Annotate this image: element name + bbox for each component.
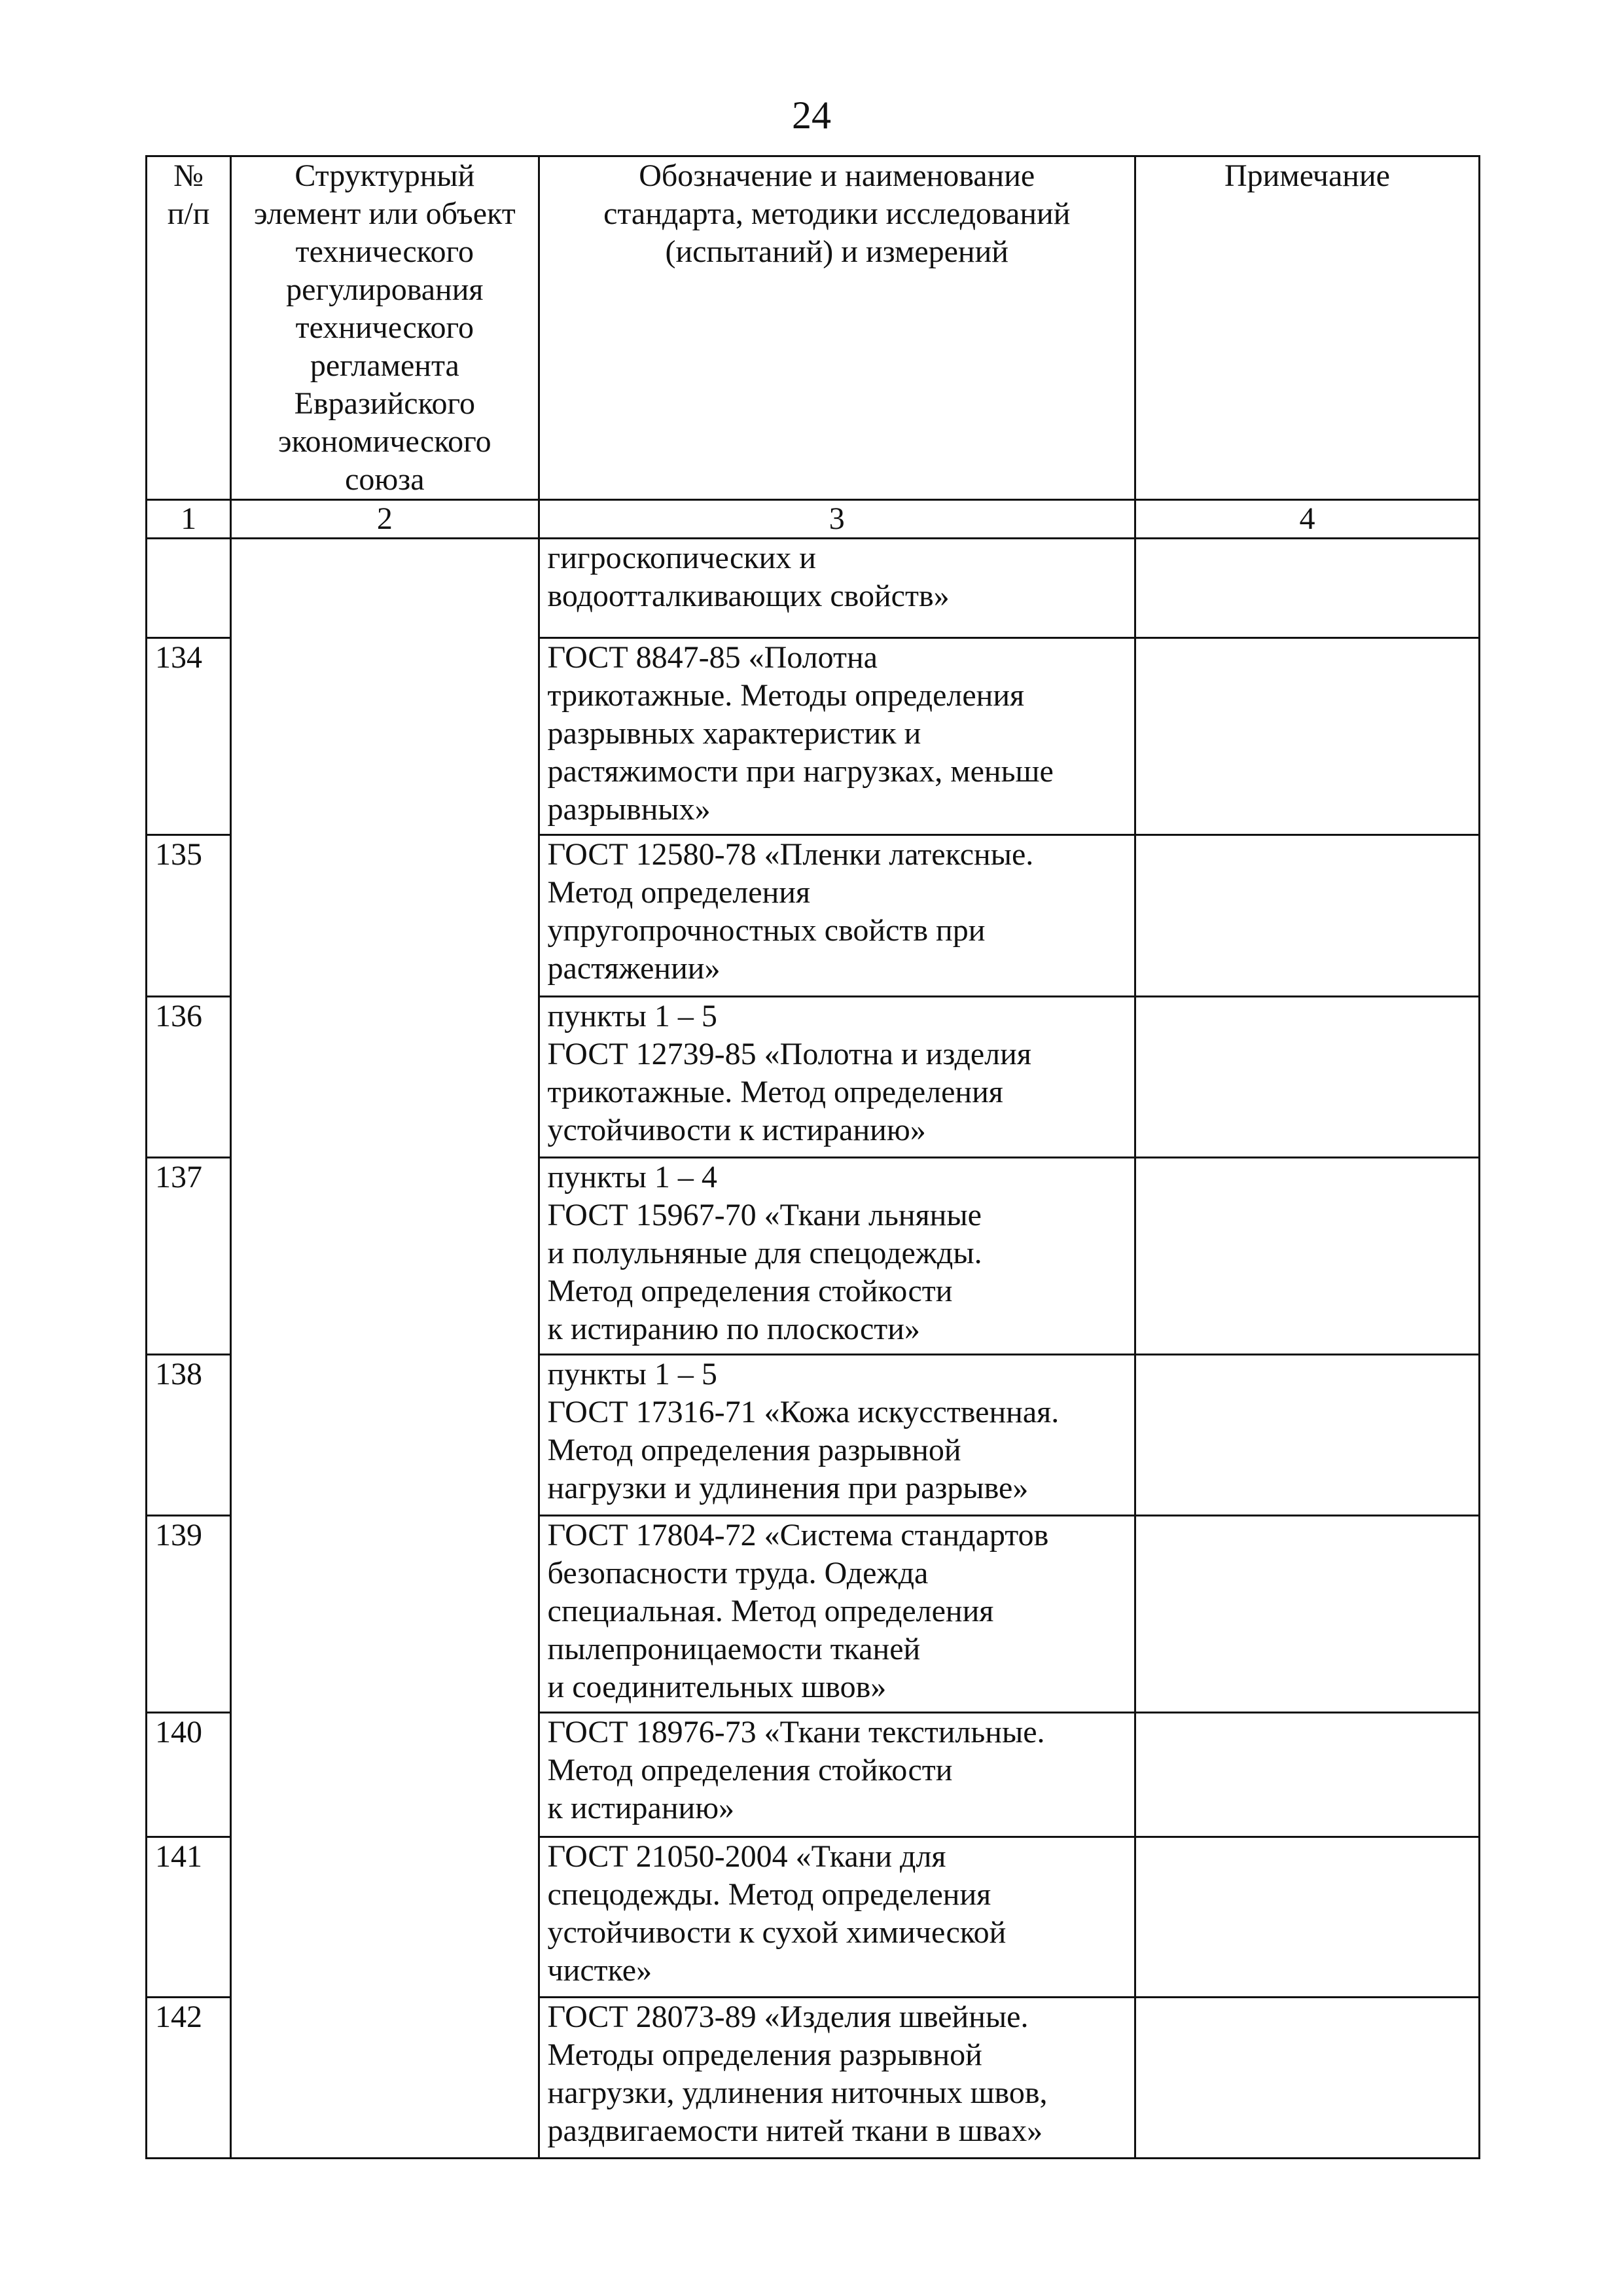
header-line: стандарта, методики исследований <box>603 196 1071 231</box>
standard-cell <box>539 997 1135 1158</box>
standard-cell <box>539 1713 1135 1837</box>
standard-line: безопасности труда. Одежда <box>547 1556 929 1590</box>
header-standard <box>539 156 1135 500</box>
header-line: Евразийского <box>294 386 475 421</box>
header-line: (испытаний) и измерений <box>665 234 1008 269</box>
standard-line: пылепроницаемости тканей <box>547 1632 921 1666</box>
row-number: 136 <box>147 997 231 1158</box>
row-number: 138 <box>147 1355 231 1516</box>
standard-line: устойчивости к сухой химической <box>547 1915 1007 1950</box>
header-line: элемент или объект <box>253 196 516 231</box>
standard-line: ГОСТ 18976-73 «Ткани текстильные. <box>547 1715 1045 1749</box>
row-number: 142 <box>147 1998 231 2159</box>
header-line: Примечание <box>1224 158 1390 193</box>
standard-line: раздвигаемости нитей ткани в швах» <box>547 2113 1043 2148</box>
note-cell <box>1135 638 1479 835</box>
page-number: 24 <box>792 94 831 137</box>
standard-line: устойчивости к истиранию» <box>547 1113 926 1147</box>
standard-line: Метод определения <box>547 875 811 910</box>
standard-line: Метод определения стойкости <box>547 1753 953 1787</box>
note-cell <box>1135 539 1479 638</box>
header-note <box>1135 156 1479 500</box>
table-body <box>147 539 1480 2159</box>
table-row <box>147 539 1480 638</box>
standard-line: ГОСТ 15967-70 «Ткани льняные <box>547 1198 982 1232</box>
standard-line: специальная. Метод определения <box>547 1594 994 1628</box>
column-number: 2 <box>231 500 539 539</box>
standard-line: разрывных» <box>547 792 711 827</box>
standard-line: пункты 1 – 5 <box>547 999 717 1033</box>
standard-line: разрывных характеристик и <box>547 716 921 751</box>
row-number: 139 <box>147 1516 231 1713</box>
header-line: Структурный <box>294 158 475 193</box>
standard-cell <box>539 835 1135 997</box>
standard-line: спецодежды. Метод определения <box>547 1877 991 1912</box>
standard-cell <box>539 638 1135 835</box>
standard-cell <box>539 1158 1135 1355</box>
standard-line: и соединительных швов» <box>547 1670 887 1704</box>
row-number: 140 <box>147 1713 231 1837</box>
standard-line: к истиранию» <box>547 1791 735 1825</box>
header-line: Обозначение и наименование <box>639 158 1035 193</box>
standards-table <box>145 155 1480 2159</box>
structural-element-cell <box>231 539 539 2159</box>
standard-line: гигроскопических и <box>547 541 816 575</box>
note-cell <box>1135 997 1479 1158</box>
standard-line: растяжении» <box>547 951 721 986</box>
column-number: 3 <box>539 500 1135 539</box>
note-cell <box>1135 835 1479 997</box>
note-cell <box>1135 1516 1479 1713</box>
header-line: технического <box>295 234 474 269</box>
row-number <box>147 539 231 638</box>
standard-line: ГОСТ 28073-89 «Изделия швейные. <box>547 2000 1029 2034</box>
header-line: п/п <box>167 196 210 231</box>
note-cell <box>1135 1158 1479 1355</box>
standard-line: чистке» <box>547 1953 652 1988</box>
standard-cell <box>539 539 1135 638</box>
standard-line: ГОСТ 8847-85 «Полотна <box>547 640 878 675</box>
standard-cell <box>539 1516 1135 1713</box>
standard-line: пункты 1 – 5 <box>547 1357 717 1391</box>
header-number <box>147 156 231 500</box>
standard-line: упругопрочностных свойств при <box>547 913 986 948</box>
standard-line: ГОСТ 17804-72 «Система стандартов <box>547 1518 1049 1552</box>
standard-line: Метод определения разрывной <box>547 1433 961 1467</box>
row-number: 141 <box>147 1837 231 1998</box>
row-number: 137 <box>147 1158 231 1355</box>
standard-line: и полульняные для спецодежды. <box>547 1236 982 1270</box>
column-number: 1 <box>147 500 231 539</box>
standard-line: Метод определения стойкости <box>547 1274 953 1308</box>
row-number: 134 <box>147 638 231 835</box>
standard-line: нагрузки и удлинения при разрыве» <box>547 1471 1029 1505</box>
standard-line: ГОСТ 21050-2004 «Ткани для <box>547 1839 946 1874</box>
standard-line: пункты 1 – 4 <box>547 1160 717 1194</box>
header-line: № <box>173 158 204 193</box>
note-cell <box>1135 1837 1479 1998</box>
column-number: 4 <box>1135 500 1479 539</box>
standard-line: к истиранию по плоскости» <box>547 1312 920 1346</box>
standard-line: ГОСТ 17316-71 «Кожа искусственная. <box>547 1395 1060 1429</box>
row-number: 135 <box>147 835 231 997</box>
standard-cell <box>539 1998 1135 2159</box>
standard-cell <box>539 1837 1135 1998</box>
note-cell <box>1135 1355 1479 1516</box>
header-line: регламента <box>310 348 459 383</box>
note-cell <box>1135 1998 1479 2159</box>
table-header-row <box>147 156 1480 500</box>
header-structural-element <box>231 156 539 500</box>
header-line: регулирования <box>286 272 484 307</box>
header-line: технического <box>295 310 474 345</box>
standard-line: ГОСТ 12739-85 «Полотна и изделия <box>547 1037 1031 1071</box>
header-line: союза <box>345 462 425 497</box>
note-cell <box>1135 1713 1479 1837</box>
standard-cell <box>539 1355 1135 1516</box>
standard-line: нагрузки, удлинения ниточных швов, <box>547 2075 1048 2110</box>
standard-line: растяжимости при нагрузках, меньше <box>547 754 1054 789</box>
standard-line: Методы определения разрывной <box>547 2037 982 2072</box>
standard-line: трикотажные. Метод определения <box>547 1075 1003 1109</box>
standard-line: водоотталкивающих свойств» <box>547 579 950 613</box>
standard-line: трикотажные. Методы определения <box>547 678 1025 713</box>
standard-line: ГОСТ 12580-78 «Пленки латексные. <box>547 837 1034 872</box>
column-numbers-row <box>147 500 1480 539</box>
header-line: экономического <box>278 424 491 459</box>
